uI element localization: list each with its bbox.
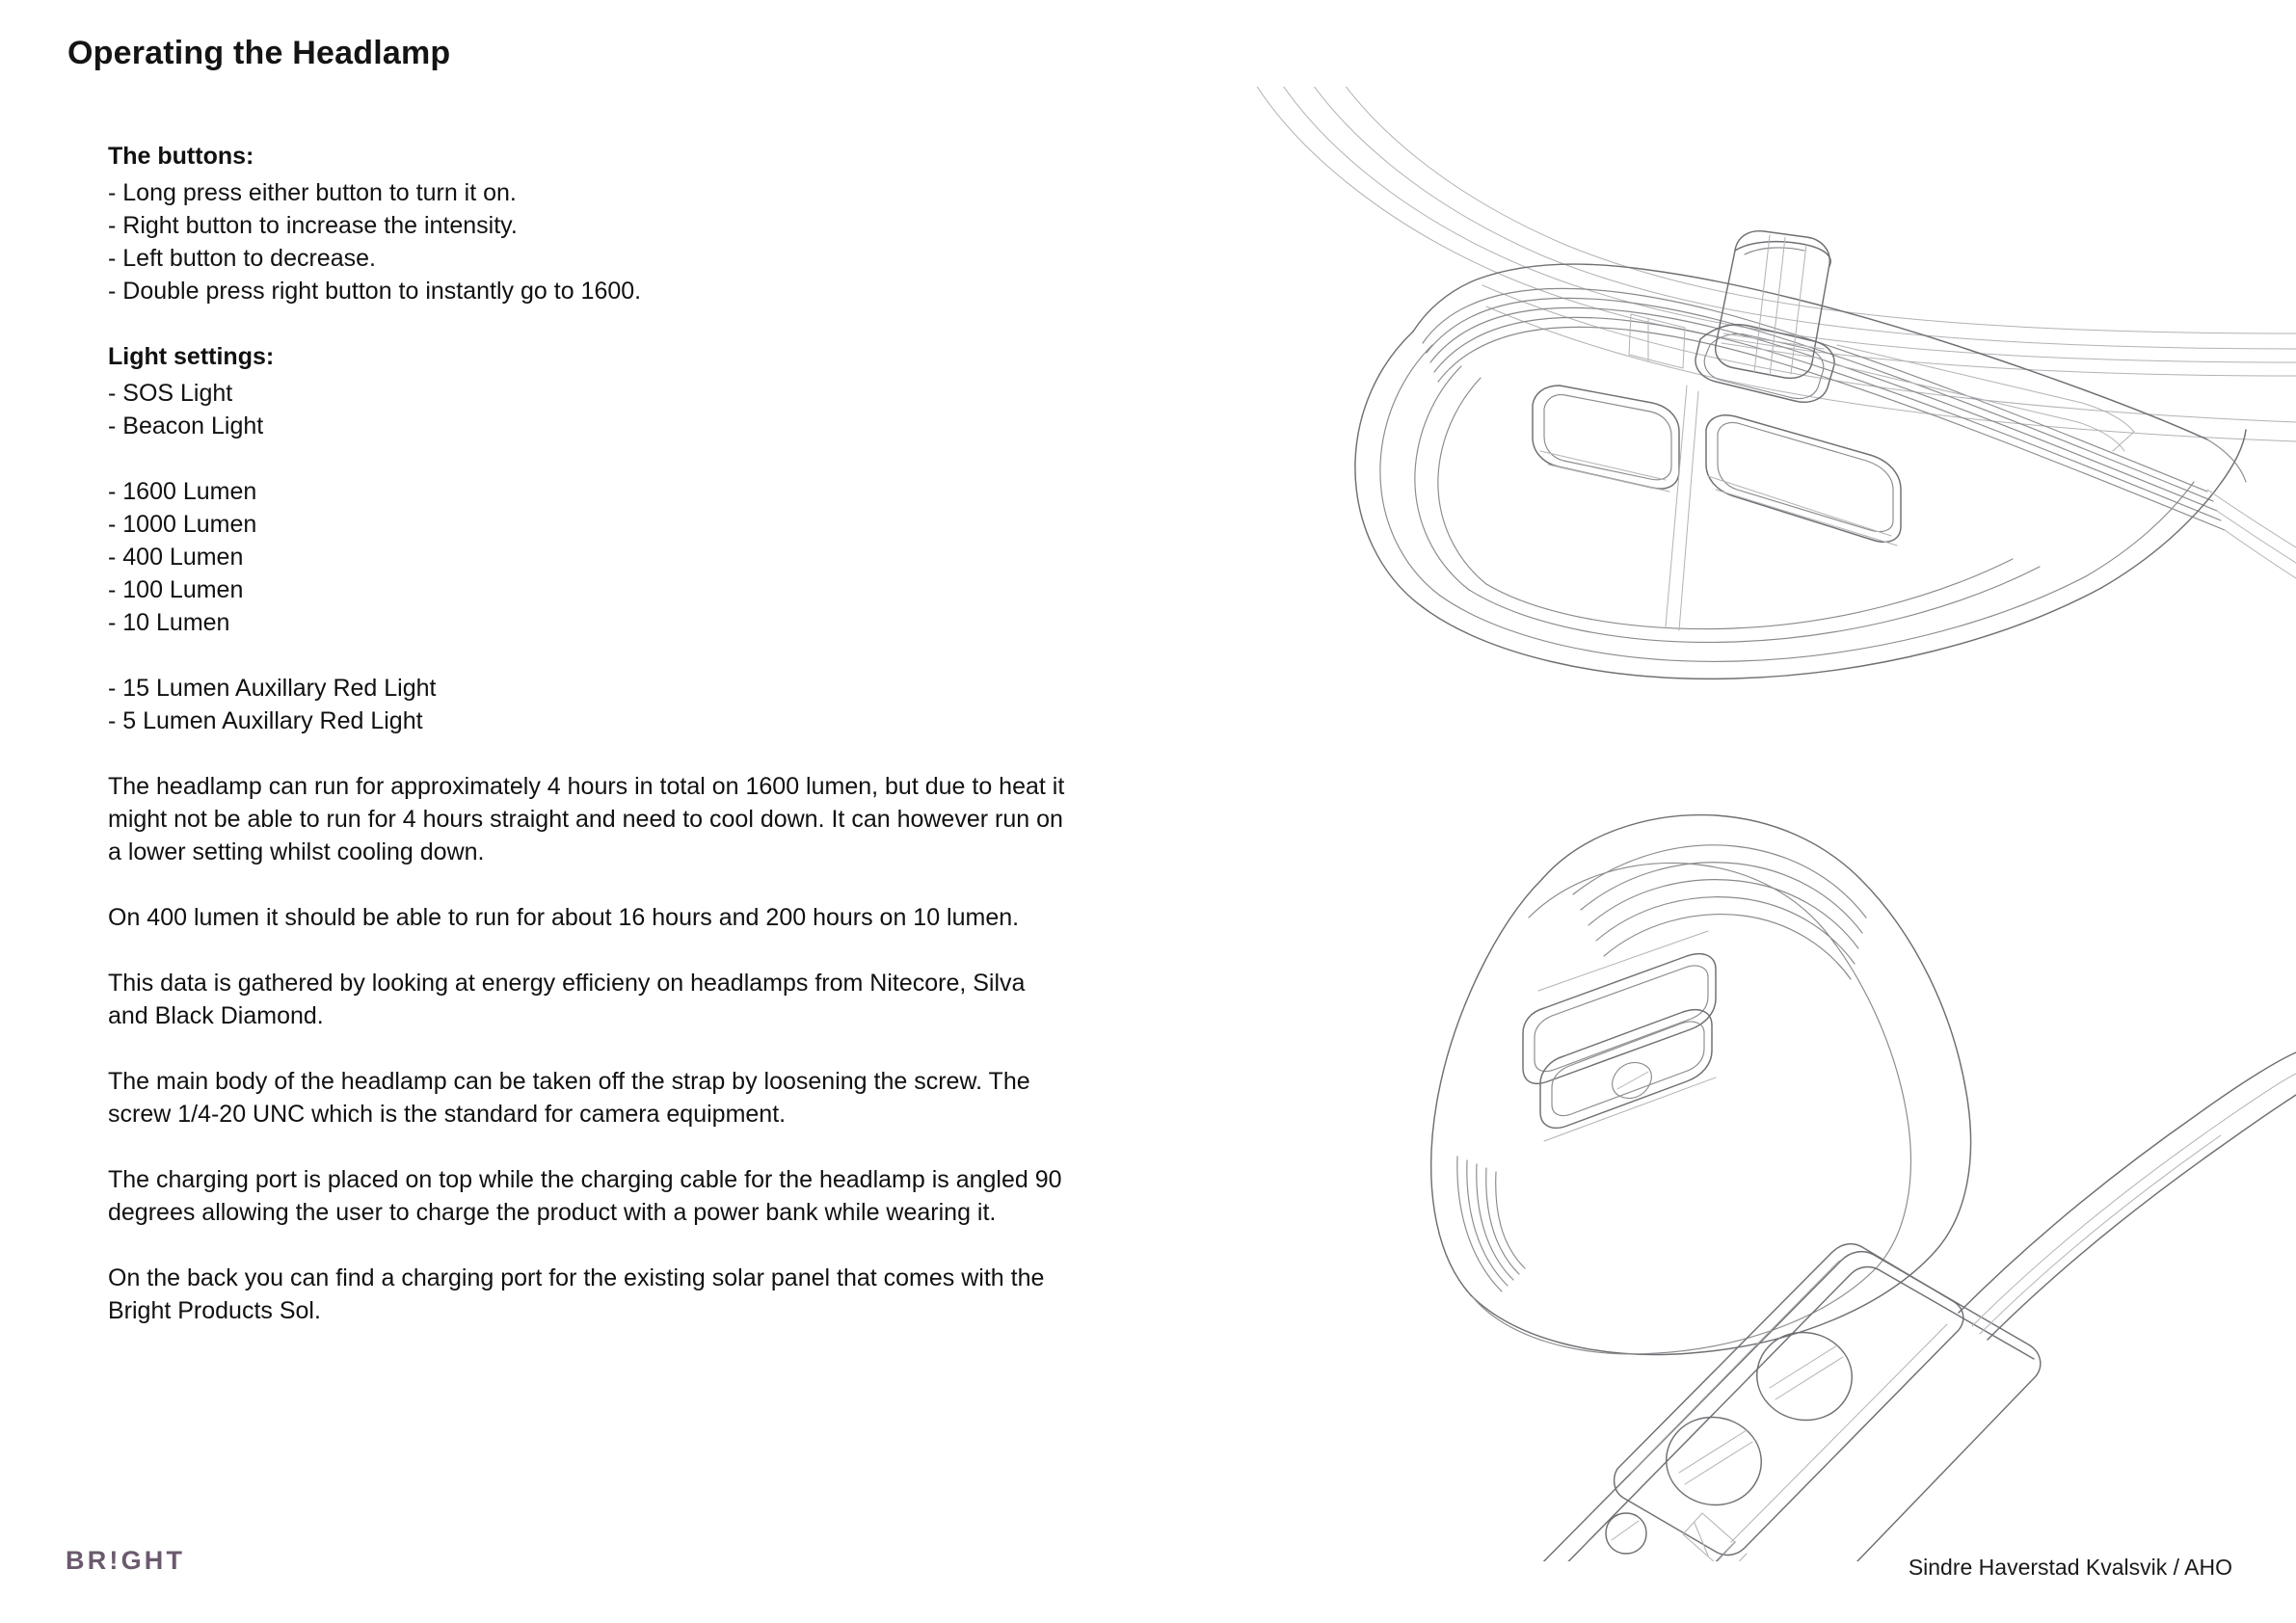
- illustration-panel: [1234, 87, 2296, 1513]
- list-item: - 100 Lumen: [108, 576, 244, 603]
- list-item: - Right button to increase the intensity.: [108, 212, 518, 239]
- list-item: - 10 Lumen: [108, 609, 230, 636]
- light-modes-list: [108, 377, 1081, 442]
- list-item: - Beacon Light: [108, 412, 264, 439]
- list-spacer: [108, 442, 1081, 475]
- headlamp-top-detail-drawing: [1234, 87, 2296, 742]
- paragraph: The charging port is placed on top while the charging cable for the headlamp is angled 90 degrees allowing the user to charge the product with a power bank while wearing it.: [108, 1166, 1062, 1226]
- list-item: - SOS Light: [108, 380, 233, 407]
- text-column: [108, 140, 1081, 1327]
- headlamp-back-bracket-drawing: [1234, 771, 2296, 1561]
- body-paragraphs: [108, 770, 1081, 1327]
- list-item: - 5 Lumen Auxillary Red Light: [108, 707, 423, 734]
- paragraph: On 400 lumen it should be able to run for about 16 hours and 200 hours on 10 lumen.: [108, 904, 1020, 931]
- list-item: - Double press right button to instantly go to 1600.: [108, 278, 642, 305]
- bright-logo: BR!GHT: [66, 1546, 186, 1575]
- page-title: Operating the Headlamp: [67, 35, 451, 71]
- paragraph: This data is gathered by looking at energy efficieny on headlamps from Nitecore, Silva and Black Diamond.: [108, 970, 1026, 1029]
- list-item: - Left button to decrease.: [108, 245, 376, 272]
- paragraph: The main body of the headlamp can be taken off the strap by loosening the screw. The screw 1/4-20 UNC which is the standard for camera equipment.: [108, 1068, 1030, 1128]
- section-spacer: [108, 737, 1081, 770]
- lumen-levels-list: [108, 475, 1081, 639]
- list-item: - 15 Lumen Auxillary Red Light: [108, 675, 437, 702]
- list-item: - 1600 Lumen: [108, 478, 257, 505]
- buttons-list: [108, 176, 1081, 307]
- list-item: - 1000 Lumen: [108, 511, 257, 538]
- author-credit: Sindre Haverstad Kvalsvik / AHO: [1908, 1555, 2232, 1580]
- paragraph: The headlamp can run for approximately 4 hours in total on 1600 lumen, but due to heat it might not be able to run for 4 hours straight and need to cool down. It can however run on a lower setting whilst cooling down.: [108, 773, 1065, 865]
- paragraph: On the back you can find a charging port for the existing solar panel that comes with the Bright Products Sol.: [108, 1264, 1045, 1324]
- list-spacer: [108, 639, 1081, 672]
- list-item: - Long press either button to turn it on.: [108, 179, 517, 206]
- light-settings-section: [108, 340, 1081, 737]
- buttons-section: [108, 140, 1081, 307]
- section-spacer: [108, 307, 1081, 340]
- buttons-section-heading: The buttons:: [108, 143, 254, 170]
- light-settings-heading: Light settings:: [108, 343, 275, 370]
- list-item: - 400 Lumen: [108, 544, 244, 571]
- aux-red-list: [108, 672, 1081, 737]
